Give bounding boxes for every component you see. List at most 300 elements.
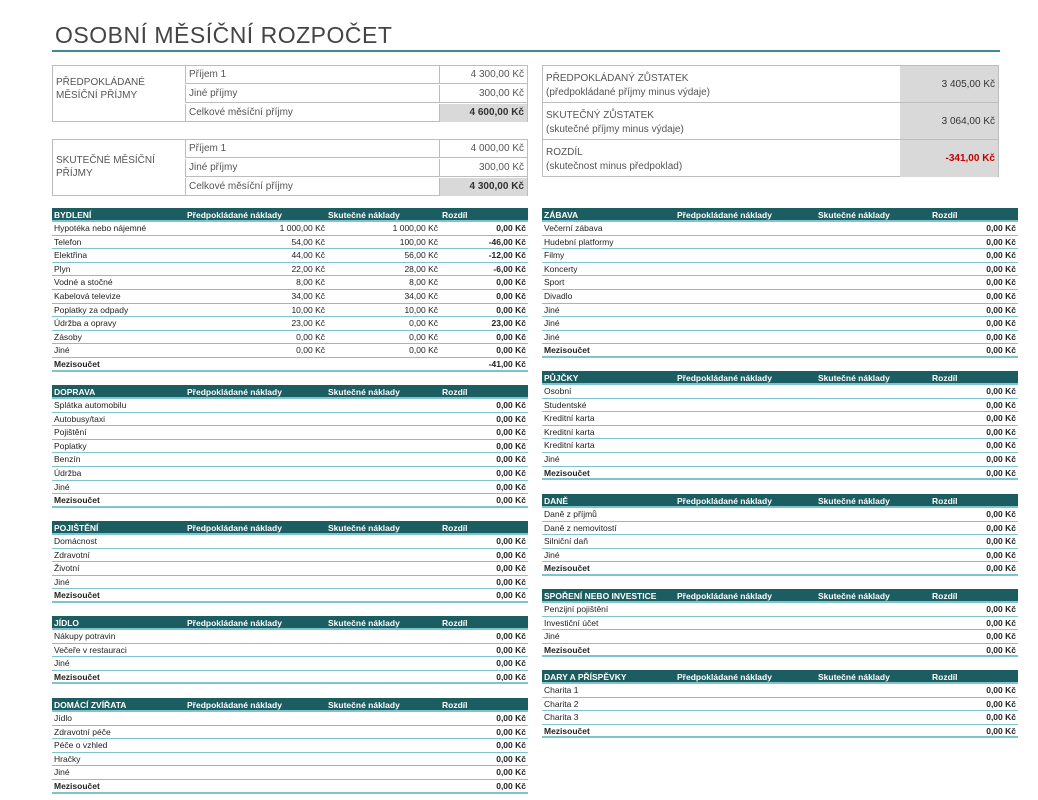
subtotal-value: 0,00 Kč xyxy=(496,495,526,506)
actual-cost-cell[interactable]: 8,00 Kč xyxy=(409,277,438,288)
difference-cell: 0,00 Kč xyxy=(496,563,526,574)
balance-value: 3 405,00 Kč xyxy=(900,66,998,102)
expense-row[interactable] xyxy=(542,508,1018,522)
expense-name: Údržba a opravy xyxy=(54,318,117,329)
difference-cell: 0,00 Kč xyxy=(496,400,526,410)
difference-row xyxy=(543,140,998,177)
difference-cell: 0,00 Kč xyxy=(496,413,526,424)
difference-cell: 0,00 Kč xyxy=(986,399,1016,410)
expense-name: Údržba xyxy=(54,467,82,478)
subtotal-label: Mezisoučet xyxy=(54,780,100,791)
section-header xyxy=(52,385,528,399)
expense-row[interactable] xyxy=(52,276,528,290)
expense-row[interactable] xyxy=(542,290,1018,304)
expense-name: Koncerty xyxy=(544,263,578,274)
expense-name: Jiné xyxy=(54,767,70,778)
expense-name: Poplatky za odpady xyxy=(54,304,129,315)
income-value[interactable]: 300,00 Kč xyxy=(439,85,527,102)
difference-cell: 0,00 Kč xyxy=(986,604,1016,614)
expense-row[interactable] xyxy=(542,317,1018,331)
difference-cell: 0,00 Kč xyxy=(496,345,526,356)
expense-name: Pojištění xyxy=(54,427,87,438)
expense-row[interactable] xyxy=(52,426,528,440)
balance-block xyxy=(542,65,999,177)
expense-name: Kabelová televize xyxy=(54,290,121,301)
expense-name: Plyn xyxy=(54,263,71,274)
difference-cell: 0,00 Kč xyxy=(496,753,526,764)
difference-cell: 0,00 Kč xyxy=(496,726,526,737)
expense-name: Hudební platformy xyxy=(544,236,614,247)
expense-row[interactable] xyxy=(52,549,528,563)
subtotal-value: 0,00 Kč xyxy=(496,780,526,791)
income-total-name: Celkové měsíční příjmy xyxy=(189,181,293,192)
difference-cell: 0,00 Kč xyxy=(986,318,1016,329)
expense-row[interactable] xyxy=(542,549,1018,563)
expense-row[interactable] xyxy=(542,535,1018,549)
difference-cell: 0,00 Kč xyxy=(986,712,1016,723)
difference-cell: -12,00 Kč xyxy=(488,250,526,261)
subtotal-row xyxy=(52,358,528,372)
subtotal-row xyxy=(542,344,1018,358)
page-title: OSOBNÍ MĚSÍČNÍ ROZPOČET xyxy=(55,22,393,48)
expense-name: Jiné xyxy=(544,331,560,342)
subtotal-label: Mezisoučet xyxy=(54,590,100,601)
actual-cost-header: Skutečné náklady xyxy=(328,618,400,628)
subtotal-value: 0,00 Kč xyxy=(986,644,1016,655)
expense-row[interactable] xyxy=(52,317,528,331)
subtotal-label: Mezisoučet xyxy=(544,345,590,356)
planned-income-row[interactable] xyxy=(185,66,527,84)
planned-cost-cell[interactable]: 34,00 Kč xyxy=(291,290,325,301)
planned-income-label: PŘEDPOKLÁDANÉ MĚSÍČNÍ PŘÍJMY xyxy=(56,77,145,101)
subtotal-label: Mezisoučet xyxy=(54,495,100,506)
expense-row[interactable] xyxy=(52,562,528,576)
difference-cell: 0,00 Kč xyxy=(986,453,1016,464)
difference-header: Rozdíl xyxy=(442,210,468,220)
difference-cell: 0,00 Kč xyxy=(496,767,526,778)
expense-name: Jiné xyxy=(544,318,560,329)
income-name: Příjem 1 xyxy=(189,143,227,154)
expense-name: Jiné xyxy=(544,631,560,642)
expense-section-pujcky xyxy=(542,371,1018,480)
difference-cell: 0,00 Kč xyxy=(986,290,1016,301)
expense-section-domaci-zvirata xyxy=(52,698,528,794)
subtotal-label: Mezisoučet xyxy=(544,725,590,736)
expense-name: Sport xyxy=(544,277,565,288)
difference-cell: 0,00 Kč xyxy=(986,277,1016,288)
expense-row[interactable] xyxy=(52,535,528,549)
difference-header: Rozdíl xyxy=(442,387,468,397)
planned-cost-header: Předpokládané náklady xyxy=(187,210,282,220)
difference-cell: 0,00 Kč xyxy=(496,304,526,315)
actual-cost-cell[interactable]: 34,00 Kč xyxy=(404,290,438,301)
planned-cost-header: Předpokládané náklady xyxy=(677,496,772,506)
expense-section-pojisteni xyxy=(52,521,528,603)
expense-name: Kreditní karta xyxy=(544,413,595,424)
balance-note: (skutečné příjmy minus výdaje) xyxy=(546,124,684,135)
expense-name: Jiné xyxy=(544,453,560,464)
expense-row[interactable] xyxy=(542,426,1018,440)
subtotal-value: 0,00 Kč xyxy=(986,467,1016,478)
expense-section-sporeni-nebo-investice xyxy=(542,589,1018,657)
income-name: Příjem 1 xyxy=(189,69,227,80)
planned-income-block xyxy=(52,65,528,122)
expense-name: Daně z příjmů xyxy=(544,509,597,519)
subtotal-row xyxy=(542,725,1018,739)
difference-header: Rozdíl xyxy=(932,373,958,383)
planned-cost-header: Předpokládané náklady xyxy=(677,373,772,383)
expense-row[interactable] xyxy=(542,263,1018,277)
expense-name: Večeře v restauraci xyxy=(54,644,127,655)
expense-name: Charita 3 xyxy=(544,712,579,723)
difference-cell: 0,00 Kč xyxy=(986,426,1016,437)
income-name: Jiné příjmy xyxy=(189,88,238,99)
planned-income-row[interactable] xyxy=(185,85,527,103)
actual-cost-header: Skutečné náklady xyxy=(328,700,400,710)
difference-cell: 0,00 Kč xyxy=(986,331,1016,342)
expense-row[interactable] xyxy=(542,603,1018,617)
difference-header: Rozdíl xyxy=(932,496,958,506)
difference-cell: 0,00 Kč xyxy=(986,263,1016,274)
planned-cost-cell[interactable]: 8,00 Kč xyxy=(296,277,325,288)
expense-row[interactable] xyxy=(542,453,1018,467)
subtotal-value: 0,00 Kč xyxy=(986,345,1016,356)
expense-row[interactable] xyxy=(52,766,528,780)
expense-name: Studentské xyxy=(544,399,587,410)
expense-row[interactable] xyxy=(52,263,528,277)
difference-cell: 0,00 Kč xyxy=(496,331,526,342)
balance-title: SKUTEČNÝ ZŮSTATEK xyxy=(546,110,654,121)
subtotal-row xyxy=(52,494,528,508)
actual-cost-header: Skutečné náklady xyxy=(328,523,400,533)
income-value[interactable]: 4 300,00 Kč xyxy=(439,66,527,83)
difference-cell: 0,00 Kč xyxy=(496,223,526,233)
section-header xyxy=(542,589,1018,603)
difference-cell: 0,00 Kč xyxy=(986,536,1016,547)
difference-cell: 0,00 Kč xyxy=(986,522,1016,533)
income-total-name: Celkové měsíční příjmy xyxy=(189,107,293,118)
subtotal-row xyxy=(52,780,528,794)
section-header xyxy=(542,208,1018,222)
balance-note: (předpokládané příjmy minus výdaje) xyxy=(546,87,710,98)
difference-cell: 0,00 Kč xyxy=(496,440,526,451)
expense-name: Kreditní karta xyxy=(544,426,595,437)
difference-cell: 0,00 Kč xyxy=(986,698,1016,709)
difference-value: -341,00 Kč xyxy=(900,140,998,177)
expense-row[interactable] xyxy=(52,344,528,358)
expense-row[interactable] xyxy=(542,304,1018,318)
expense-name: Hračky xyxy=(54,753,81,764)
difference-cell: -46,00 Kč xyxy=(488,236,526,247)
expense-row[interactable] xyxy=(542,617,1018,631)
expense-row[interactable] xyxy=(542,412,1018,426)
difference-cell: 0,00 Kč xyxy=(986,631,1016,642)
section-header xyxy=(52,208,528,222)
expense-row[interactable] xyxy=(52,399,528,413)
expense-section-zabava xyxy=(542,208,1018,358)
planned-cost-cell[interactable]: 1 000,00 Kč xyxy=(279,223,325,233)
expense-row[interactable] xyxy=(52,440,528,454)
section-header xyxy=(52,616,528,630)
expense-row[interactable] xyxy=(542,331,1018,345)
expense-row[interactable] xyxy=(542,698,1018,712)
difference-cell: 0,00 Kč xyxy=(496,644,526,655)
difference-cell: 0,00 Kč xyxy=(986,413,1016,424)
expense-row[interactable] xyxy=(52,753,528,767)
expense-row[interactable] xyxy=(542,249,1018,263)
planned-cost-cell[interactable]: 54,00 Kč xyxy=(291,236,325,247)
planned-cost-header: Předpokládané náklady xyxy=(187,387,282,397)
expense-row[interactable] xyxy=(52,576,528,590)
expense-name: Péče o vzhled xyxy=(54,740,108,751)
expense-row[interactable] xyxy=(52,644,528,658)
expense-section-jidlo xyxy=(52,616,528,684)
subtotal-row xyxy=(52,589,528,603)
expense-row[interactable] xyxy=(542,522,1018,536)
actual-cost-header: Skutečné náklady xyxy=(818,591,890,601)
planned-cost-header: Předpokládané náklady xyxy=(677,210,772,220)
expense-name: Jídlo xyxy=(54,713,72,723)
difference-cell: 0,00 Kč xyxy=(986,250,1016,261)
expense-name: Poplatky xyxy=(54,440,87,451)
expense-row[interactable] xyxy=(542,711,1018,725)
difference-cell: 0,00 Kč xyxy=(496,536,526,546)
income-total-value: 4 300,00 Kč xyxy=(439,178,527,196)
difference-cell: 0,00 Kč xyxy=(496,454,526,465)
expense-name: Jiné xyxy=(544,549,560,560)
actual-cost-header: Skutečné náklady xyxy=(328,387,400,397)
expense-row[interactable] xyxy=(52,739,528,753)
planned-cost-cell[interactable]: 10,00 Kč xyxy=(291,304,325,315)
title-divider xyxy=(52,50,1000,52)
expense-row[interactable] xyxy=(52,290,528,304)
expense-name: Nákupy potravin xyxy=(54,631,116,641)
expense-name: Daně z nemovitostí xyxy=(544,522,617,533)
expense-name: Silniční daň xyxy=(544,536,588,547)
expense-name: Charita 1 xyxy=(544,685,579,695)
actual-income-row[interactable] xyxy=(185,159,527,177)
actual-cost-cell[interactable]: 0,00 Kč xyxy=(409,345,438,356)
expense-name: Životní xyxy=(54,563,80,574)
section-header xyxy=(542,494,1018,508)
expense-row[interactable] xyxy=(542,399,1018,413)
expense-name: Filmy xyxy=(544,250,565,261)
actual-balance-row xyxy=(543,103,998,140)
difference-cell: 0,00 Kč xyxy=(496,467,526,478)
expense-name: Telefon xyxy=(54,236,82,247)
planned-cost-header: Předpokládané náklady xyxy=(677,672,772,682)
expense-row[interactable] xyxy=(52,413,528,427)
expense-section-dary-a-prispevky xyxy=(542,670,1018,738)
expense-name: Zásoby xyxy=(54,331,82,342)
planned-cost-header: Předpokládané náklady xyxy=(187,618,282,628)
expense-row[interactable] xyxy=(52,304,528,318)
difference-cell: 0,00 Kč xyxy=(496,427,526,438)
expense-row[interactable] xyxy=(52,331,528,345)
expense-row[interactable] xyxy=(52,467,528,481)
difference-cell: 0,00 Kč xyxy=(496,631,526,641)
expense-name: Elektřina xyxy=(54,250,88,261)
balance-note: (skutečnost minus předpoklad) xyxy=(546,161,683,172)
expense-name: Zdravotní xyxy=(54,549,90,560)
difference-header: Rozdíl xyxy=(932,672,958,682)
expense-row[interactable] xyxy=(542,276,1018,290)
expense-name: Jiné xyxy=(54,345,70,356)
actual-cost-cell[interactable]: 56,00 Kč xyxy=(404,250,438,261)
expense-row[interactable] xyxy=(52,453,528,467)
planned-cost-cell[interactable]: 0,00 Kč xyxy=(296,345,325,356)
subtotal-label: Mezisoučet xyxy=(544,563,590,574)
subtotal-value: -41,00 Kč xyxy=(488,358,526,369)
actual-cost-header: Skutečné náklady xyxy=(818,210,890,220)
section-title: JÍDLO xyxy=(54,618,80,628)
difference-cell: 0,00 Kč xyxy=(496,713,526,723)
actual-cost-header: Skutečné náklady xyxy=(818,373,890,383)
expense-row[interactable] xyxy=(542,630,1018,644)
section-header xyxy=(52,698,528,712)
expense-row[interactable] xyxy=(52,481,528,495)
expense-name: Penzijní pojištění xyxy=(544,604,609,614)
income-name: Jiné příjmy xyxy=(189,162,238,173)
section-title: PŮJČKY xyxy=(544,373,579,383)
difference-cell: 0,00 Kč xyxy=(496,481,526,492)
section-header xyxy=(542,670,1018,684)
expense-row[interactable] xyxy=(52,726,528,740)
subtotal-value: 0,00 Kč xyxy=(496,590,526,601)
subtotal-row xyxy=(542,644,1018,658)
expense-row[interactable] xyxy=(52,222,528,236)
difference-header: Rozdíl xyxy=(442,700,468,710)
expense-row[interactable] xyxy=(52,236,528,250)
actual-cost-cell[interactable]: 0,00 Kč xyxy=(409,331,438,342)
planned-income-total-row xyxy=(185,104,527,122)
difference-cell: 0,00 Kč xyxy=(496,740,526,751)
expense-row[interactable] xyxy=(542,236,1018,250)
subtotal-row xyxy=(52,671,528,685)
section-header xyxy=(52,521,528,535)
difference-cell: 0,00 Kč xyxy=(496,277,526,288)
subtotal-value: 0,00 Kč xyxy=(986,563,1016,574)
expense-row[interactable] xyxy=(542,385,1018,399)
expense-row[interactable] xyxy=(52,630,528,644)
subtotal-label: Mezisoučet xyxy=(544,644,590,655)
difference-header: Rozdíl xyxy=(932,591,958,601)
difference-cell: 0,00 Kč xyxy=(496,658,526,669)
subtotal-label: Mezisoučet xyxy=(544,467,590,478)
difference-cell: 0,00 Kč xyxy=(986,509,1016,519)
actual-income-label: SKUTEČNÉ MĚSÍČNÍ PŘÍJMY xyxy=(56,155,155,179)
expense-name: Autobusy/taxi xyxy=(54,413,106,424)
expense-section-dane xyxy=(542,494,1018,576)
difference-header: Rozdíl xyxy=(442,523,468,533)
expense-name: Jiné xyxy=(54,481,70,492)
difference-cell: 0,00 Kč xyxy=(986,617,1016,628)
expense-name: Kreditní karta xyxy=(544,440,595,451)
section-title: ZÁBAVA xyxy=(544,210,579,220)
expense-name: Investiční účet xyxy=(544,617,599,628)
planned-cost-header: Předpokládané náklady xyxy=(187,523,282,533)
actual-cost-cell[interactable]: 0,00 Kč xyxy=(409,318,438,329)
expense-name: Jiné xyxy=(544,304,560,315)
difference-cell: 0,00 Kč xyxy=(986,386,1016,396)
planned-cost-cell[interactable]: 22,00 Kč xyxy=(291,263,325,274)
income-total-value: 4 600,00 Kč xyxy=(439,104,527,122)
planned-cost-header: Předpokládané náklady xyxy=(187,700,282,710)
expense-row[interactable] xyxy=(52,657,528,671)
section-header xyxy=(542,371,1018,385)
expense-row[interactable] xyxy=(542,439,1018,453)
difference-cell: 0,00 Kč xyxy=(986,304,1016,315)
planned-cost-cell[interactable]: 23,00 Kč xyxy=(291,318,325,329)
actual-income-block xyxy=(52,139,528,196)
planned-cost-cell[interactable]: 44,00 Kč xyxy=(291,250,325,261)
actual-cost-header: Skutečné náklady xyxy=(818,496,890,506)
expense-name: Jiné xyxy=(54,576,70,587)
income-value[interactable]: 4 000,00 Kč xyxy=(439,140,527,157)
difference-cell: 0,00 Kč xyxy=(496,290,526,301)
expense-section-bydleni xyxy=(52,208,528,372)
difference-cell: 23,00 Kč xyxy=(491,318,526,329)
difference-cell: 0,00 Kč xyxy=(496,576,526,587)
actual-cost-cell[interactable]: 1 000,00 Kč xyxy=(392,223,438,233)
difference-cell: 0,00 Kč xyxy=(496,549,526,560)
expense-name: Osobní xyxy=(544,386,572,396)
expense-row[interactable] xyxy=(542,684,1018,698)
difference-cell: 0,00 Kč xyxy=(986,685,1016,695)
expense-name: Divadlo xyxy=(544,290,573,301)
difference-cell: -6,00 Kč xyxy=(493,263,526,274)
expense-name: Vodné a stočné xyxy=(54,277,113,288)
expense-row[interactable] xyxy=(542,222,1018,236)
section-title: DOPRAVA xyxy=(54,387,96,397)
expense-name: Jiné xyxy=(54,658,70,669)
expense-row[interactable] xyxy=(52,249,528,263)
section-title: DOMÁCÍ ZVÍŘATA xyxy=(54,700,127,710)
expense-name: Zdravotní péče xyxy=(54,726,111,737)
actual-cost-cell[interactable]: 100,00 Kč xyxy=(399,236,438,247)
expense-name: Charita 2 xyxy=(544,698,579,709)
difference-cell: 0,00 Kč xyxy=(986,223,1016,233)
actual-cost-header: Skutečné náklady xyxy=(818,672,890,682)
expense-row[interactable] xyxy=(52,712,528,726)
section-title: POJIŠTĚNÍ xyxy=(54,523,99,533)
section-title: DANĚ xyxy=(544,496,569,506)
difference-header: Rozdíl xyxy=(442,618,468,628)
subtotal-row xyxy=(542,467,1018,481)
subtotal-label: Mezisoučet xyxy=(54,671,100,682)
planned-cost-cell[interactable]: 0,00 Kč xyxy=(296,331,325,342)
difference-cell: 0,00 Kč xyxy=(986,236,1016,247)
section-title: DARY A PŘÍSPĚVKY xyxy=(544,672,627,682)
balance-title: ROZDÍL xyxy=(546,147,583,158)
actual-income-row[interactable] xyxy=(185,140,527,158)
planned-balance-row xyxy=(543,66,998,103)
expense-name: Hypotéka nebo nájemné xyxy=(54,223,147,233)
expense-name: Benzín xyxy=(54,454,81,465)
subtotal-value: 0,00 Kč xyxy=(986,725,1016,736)
difference-header: Rozdíl xyxy=(932,210,958,220)
expense-name: Večerní zábava xyxy=(544,223,603,233)
income-value[interactable]: 300,00 Kč xyxy=(439,159,527,176)
balance-title: PŘEDPOKLÁDANÝ ZŮSTATEK xyxy=(546,73,689,84)
section-title: BYDLENÍ xyxy=(54,210,92,220)
expense-name: Domácnost xyxy=(54,536,97,546)
actual-cost-cell[interactable]: 10,00 Kč xyxy=(404,304,438,315)
actual-income-total-row xyxy=(185,178,527,196)
difference-cell: 0,00 Kč xyxy=(986,549,1016,560)
actual-cost-cell[interactable]: 28,00 Kč xyxy=(404,263,438,274)
section-title: SPOŘENÍ NEBO INVESTICE xyxy=(544,591,657,601)
